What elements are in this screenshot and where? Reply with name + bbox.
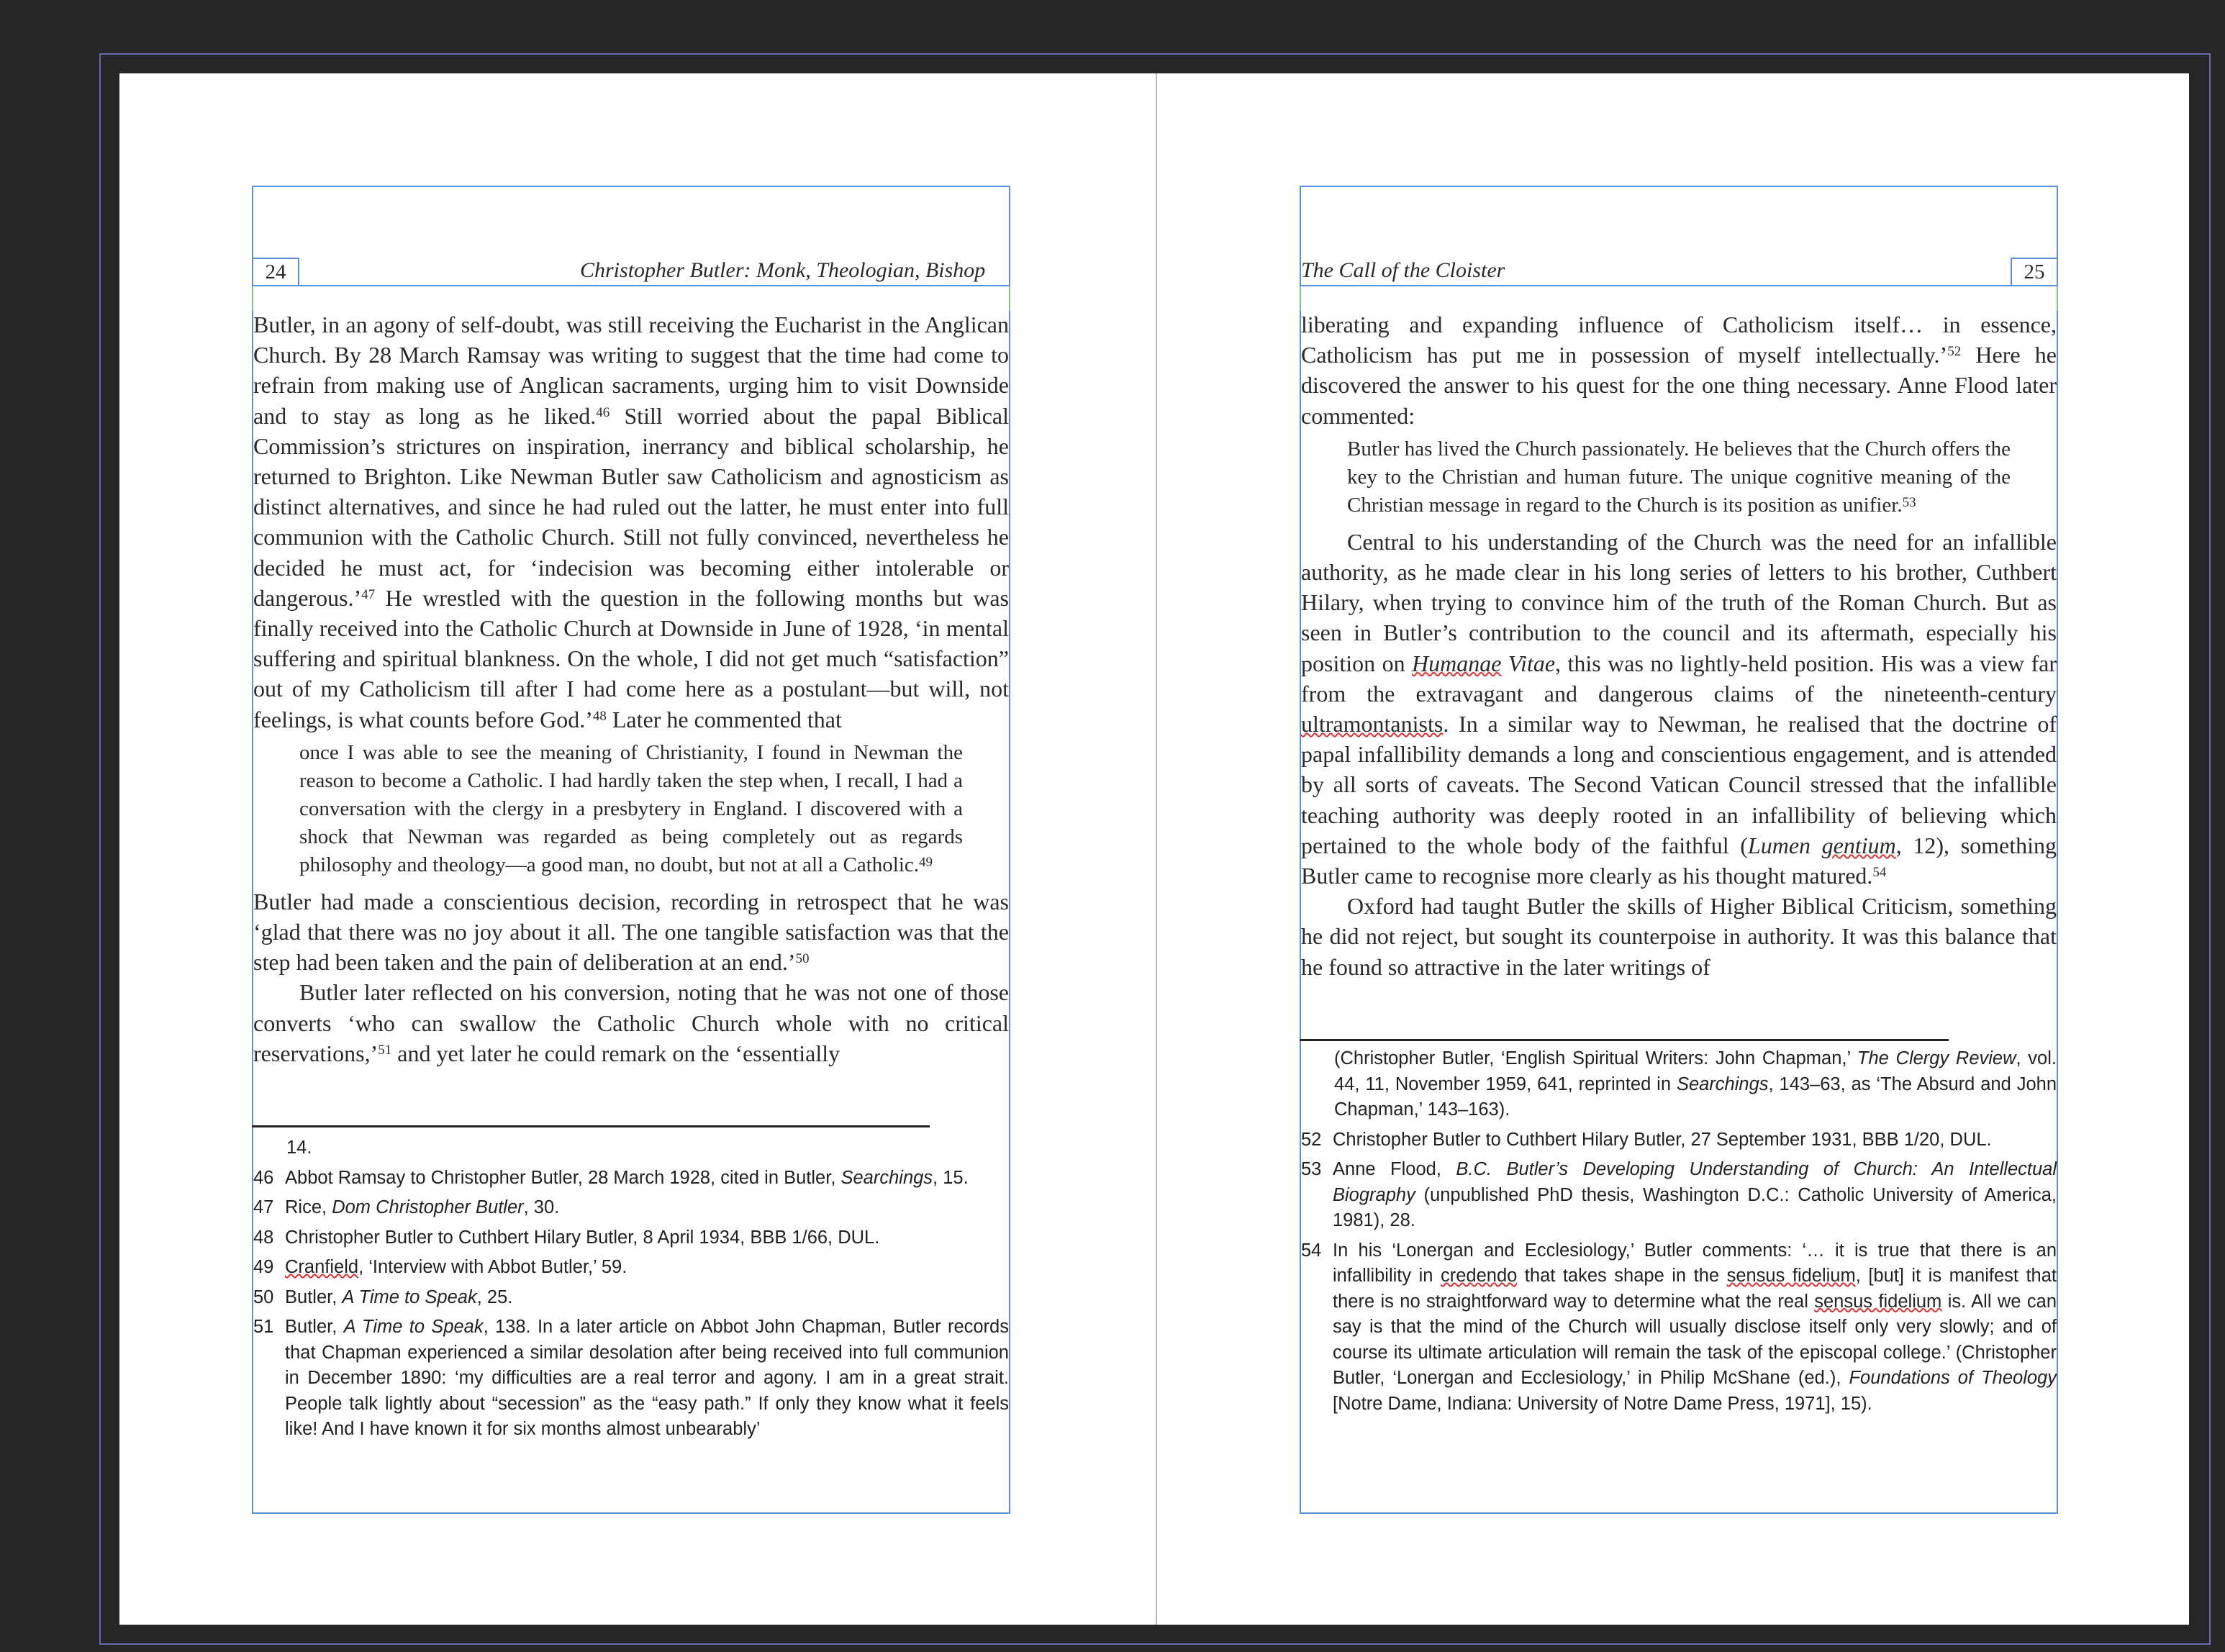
text-run: , 15. bbox=[933, 1167, 969, 1188]
footnote-text bbox=[285, 1315, 1009, 1443]
text-run: Lumen bbox=[1747, 832, 1811, 858]
page-spread bbox=[119, 73, 2189, 1625]
footnote-text bbox=[285, 1166, 1009, 1192]
footnote-text bbox=[1333, 1157, 2057, 1234]
text-run: and yet later he could remark on the ‘essentially bbox=[391, 1040, 840, 1066]
text-run: Oxford had taught Butler the skills of Higher Biblical Criticism, something he did not reject, but sought its counterpoise in authority. It was this balance that he found so attractive in the later writings of bbox=[1301, 893, 2057, 980]
right-header-rule bbox=[1300, 285, 2058, 286]
text-run: liberating and expanding influence of Catholicism itself… in essence, Catholicism has put me in possession of myself intellectually.’ bbox=[1301, 312, 2057, 368]
footnote-text bbox=[285, 1255, 1009, 1281]
text-run: He wrestled with the question in the following months but was finally received into the Catholic Church at Downside in June of 1928, ‘in mental suffering and spiritual blankness. On the whole, I did not get much “satisfaction” out of my Catholicism till after I had come here as a postulant—but will, not feelings, is what counts before God.’ bbox=[253, 584, 1009, 732]
text-run: 14. bbox=[286, 1138, 312, 1158]
left-paragraph bbox=[253, 886, 1009, 978]
footnote-number: 51 bbox=[253, 1317, 274, 1337]
footnote bbox=[253, 1166, 1009, 1192]
footnote-text bbox=[1333, 1238, 2057, 1417]
text-run: Anne Flood, bbox=[1333, 1159, 1456, 1179]
right-margin-guide-right bbox=[2057, 286, 2058, 311]
footnote-number: 49 bbox=[253, 1257, 274, 1277]
text-run: Rice, bbox=[285, 1197, 332, 1217]
footnote-ref[interactable]: 52 bbox=[1947, 344, 1962, 360]
text-run: Butler later reflected on his conversion, noting that he was not one of those converts ‘who can swallow the Catholic Church whole with no critical reservations,’ bbox=[253, 979, 1009, 1066]
text-run: is. All we can say is that the mind of the Church will usually disclose itself only very slowly; and of course its ultimate articulation will remain the task of the episcopal college.’ (Christopher Butler, ‘Lonergan and Ecclesiology,’ in Philip McShane (ed.), bbox=[1333, 1291, 2057, 1388]
text-run: Butler, in an agony of self-doubt, was still receiving the Eucharist in the Anglican Church. By 28 March Ramsay was writing to suggest that the time had come to refrain from making use of Anglican sacraments, urging him to visit Downside and to stay as long as he liked. bbox=[253, 312, 1009, 429]
footnote-ref[interactable]: 53 bbox=[1902, 494, 1916, 510]
right-paragraph bbox=[1301, 891, 2057, 982]
footnote-number: 53 bbox=[1301, 1159, 1322, 1179]
left-running-head: Christopher Butler: Monk, Theologian, Bishop bbox=[580, 258, 986, 282]
spellcheck-flag[interactable]: Humanae bbox=[1412, 650, 1502, 676]
text-run: Here he discovered the answer to his quest for the one thing necessary. Anne Flood later commented: bbox=[1301, 342, 2057, 429]
text-run: B.C. Butler’s Developing Understanding of Church: An Intellectual Biography bbox=[1333, 1159, 2057, 1205]
footnote bbox=[253, 1285, 1009, 1311]
spine-gutter bbox=[1156, 73, 1157, 1625]
right-paragraph bbox=[1301, 527, 2057, 891]
text-run: Butler has lived the Church passionately. He believes that the Church offers the key to the Christian and human future. The unique cognitive meaning of the Christian message in regard to the Church is its position as unifier. bbox=[1347, 437, 2011, 517]
footnote-number: 50 bbox=[253, 1286, 274, 1307]
right-margin-guide bbox=[1300, 286, 1301, 311]
left-body-text bbox=[253, 309, 1009, 1068]
text-run: Later he commented that bbox=[606, 706, 842, 732]
text-run: A Time to Speak bbox=[342, 1286, 477, 1307]
footnote-text bbox=[285, 1285, 1009, 1311]
text-run: Butler had made a conscientious decision, recording in retrospect that he was ‘glad that there was no joy about it all. The one tangible satisfaction was that the step had been taken and the pain of deliberation at an end.’ bbox=[253, 888, 1009, 976]
footnote-text: Christopher Butler to Cuthbert Hilary Butler, 27 September 1931, BBB 1/20, DUL. bbox=[1333, 1129, 1992, 1150]
right-body-text bbox=[1301, 309, 2057, 982]
footnote-number: 52 bbox=[1301, 1129, 1322, 1150]
spellcheck-flag[interactable]: Cranfield bbox=[285, 1257, 359, 1277]
spellcheck-flag[interactable]: sensus fidelium bbox=[1726, 1266, 1856, 1286]
text-run: The Clergy Review bbox=[1857, 1048, 2016, 1068]
text-run: (Christopher Butler, ‘English Spiritual Writers: John Chapman,’ bbox=[1334, 1048, 1857, 1068]
text-run: , 25. bbox=[476, 1286, 513, 1307]
text-run: (unpublished PhD thesis, Washington D.C.: Catholic University of America, 1981), 28. bbox=[1333, 1184, 2057, 1230]
text-run: Butler, bbox=[285, 1286, 343, 1307]
spellcheck-flag[interactable]: ultramontanists bbox=[1301, 711, 1444, 738]
footnote-text bbox=[285, 1195, 1009, 1221]
left-header-rule bbox=[252, 285, 1010, 286]
footnote-number: 47 bbox=[253, 1197, 274, 1217]
text-run: , [but] it is manifest that there is no straightforward way to determine what the real bbox=[1333, 1266, 2057, 1312]
text-run: Still worried about the papal Biblical Commission’s strictures on inspiration, inerrancy and biblical scholarship, he returned to Brighton. Like Newman Butler saw Catholicism and agnosticism as distinct alternatives, and since he had ruled out the latter, he must enter into full communion with the Catholic Church. Still not fully convinced, nevertheless he decided he must act, for ‘indecision was becoming either intolerable or dangerous.’ bbox=[253, 402, 1010, 611]
footnote-number: 48 bbox=[253, 1227, 274, 1248]
text-run: A Time to Speak bbox=[343, 1317, 484, 1337]
right-footnotes bbox=[1301, 1046, 2057, 1511]
text-run: Dom Christopher Butler bbox=[332, 1197, 524, 1217]
text-run: , this was no lightly-held position. His was a view far from the extravagant and dangerous claims of the nineteenth-century bbox=[1301, 650, 2057, 707]
left-paragraph bbox=[253, 309, 1009, 735]
footnote bbox=[253, 1225, 1009, 1251]
text-run: Foundations of Theology bbox=[1849, 1368, 2057, 1388]
left-folio: 24 bbox=[252, 258, 299, 286]
footnote bbox=[1301, 1127, 2057, 1153]
footnote-ref[interactable]: 51 bbox=[378, 1042, 392, 1058]
footnote-number: 54 bbox=[1301, 1240, 1322, 1261]
spellcheck-flag[interactable]: sensus fidelium bbox=[1814, 1291, 1942, 1312]
text-run: , 30. bbox=[523, 1197, 560, 1217]
left-margin-guide bbox=[252, 286, 253, 311]
left-footnote-rule bbox=[252, 1125, 930, 1127]
footnote bbox=[1301, 1157, 2057, 1234]
text-run: , vol. 44, 11, November 1959, 641, reprinted in bbox=[1334, 1048, 2057, 1094]
text-run: Searchings bbox=[840, 1167, 933, 1188]
text-run: In his ‘Lonergan and Ecclesiology,’ Butler comments: ‘… it is true that there is an infallibility in bbox=[1333, 1240, 2057, 1286]
footnote-ref[interactable]: 49 bbox=[919, 854, 933, 870]
text-run: Searchings bbox=[1676, 1074, 1769, 1094]
footnote-text: Christopher Butler to Cuthbert Hilary Butler, 8 April 1934, BBB 1/66, DUL. bbox=[285, 1227, 880, 1248]
footnote bbox=[253, 1315, 1009, 1443]
text-run: , 143–63, as ‘The Absurd and John Chapman,’ 143–163). bbox=[1334, 1074, 2057, 1120]
text-run: . In a similar way to Newman, he realised that the doctrine of papal infallibility demands a long and conscientious engagement, and is attended by all sorts of caveats. The Second Vatican Council stressed that the infallible teaching authority was deeply rooted in an infallibility of believing which pertained to the whole body of the faithful ( bbox=[1301, 711, 2057, 858]
right-running-head: The Call of the Cloister bbox=[1301, 258, 1505, 282]
text-run: once I was able to see the meaning of Christianity, I found in Newman the reason to become a Catholic. I had hardly taken the step when, I recall, I had a conversation with the clergy in a presbytery in England. I discovered with a shock that Newman was regarded as being completely out as regards philosophy and theology—a good man, no doubt, but not at all a Catholic. bbox=[299, 740, 963, 876]
footnote-ref[interactable]: 47 bbox=[361, 586, 376, 602]
footnote-ref[interactable]: 46 bbox=[596, 404, 610, 420]
spellcheck-flag[interactable]: credendo bbox=[1440, 1266, 1518, 1286]
text-run: Vitae bbox=[1501, 650, 1556, 676]
right-folio: 25 bbox=[2011, 258, 2058, 286]
footnote bbox=[253, 1255, 1009, 1281]
text-run: [Notre Dame, Indiana: University of Notre Dame Press, 1971], 15). bbox=[1333, 1393, 1872, 1414]
block-quote bbox=[1347, 435, 2011, 519]
left-paragraph bbox=[253, 977, 1009, 1068]
footnote-ref[interactable]: 54 bbox=[1872, 865, 1887, 881]
text-run: , ‘Interview with Abbot Butler,’ 59. bbox=[358, 1257, 627, 1277]
footnote bbox=[1301, 1238, 2057, 1417]
footnote-ref[interactable]: 48 bbox=[592, 708, 607, 724]
text-run: Butler, bbox=[285, 1317, 344, 1337]
footnote bbox=[253, 1195, 1009, 1221]
text-run: Abbot Ramsay to Christopher Butler, 28 March 1928, cited in Butler, bbox=[285, 1167, 841, 1188]
text-run: Central to his understanding of the Church was the need for an infallible authority, as he made clear in his long series of letters to his brother, Cuthbert Hilary, when trying to convince him of the truth of the Roman Church. But as seen in Butler’s contribution to the council and its aftermath, especially his position on bbox=[1301, 528, 2057, 676]
footnote-continuation bbox=[253, 1135, 1009, 1161]
left-margin-guide-right bbox=[1009, 286, 1010, 311]
spellcheck-flag[interactable]: gentium bbox=[1821, 832, 1896, 858]
right-paragraph bbox=[1301, 309, 2057, 431]
footnote-number: 46 bbox=[253, 1167, 274, 1188]
text-run: , 138. In a later article on Abbot John Chapman, Butler records that Chapman experienced a similar desolation after being received into full communion in December 1890: ‘my difficulties are a real terror and agony. I am in a great strait. People talk lightly about “secession” as the “easy path.” If only they know what it feels like! And I have known it for six months almost unbearably’ bbox=[285, 1317, 1009, 1439]
footnote-continuation bbox=[1301, 1046, 2057, 1123]
text-run: that takes shape in the bbox=[1517, 1266, 1727, 1286]
left-footnotes bbox=[253, 1135, 1009, 1511]
footnote-ref[interactable]: 50 bbox=[795, 951, 810, 967]
block-quote bbox=[299, 739, 963, 879]
footnote-text bbox=[1301, 1046, 2057, 1123]
text-run: , 12), something Butler came to recognise more clearly as his thought matured. bbox=[1301, 832, 2057, 889]
right-footnote-rule bbox=[1300, 1039, 1949, 1041]
